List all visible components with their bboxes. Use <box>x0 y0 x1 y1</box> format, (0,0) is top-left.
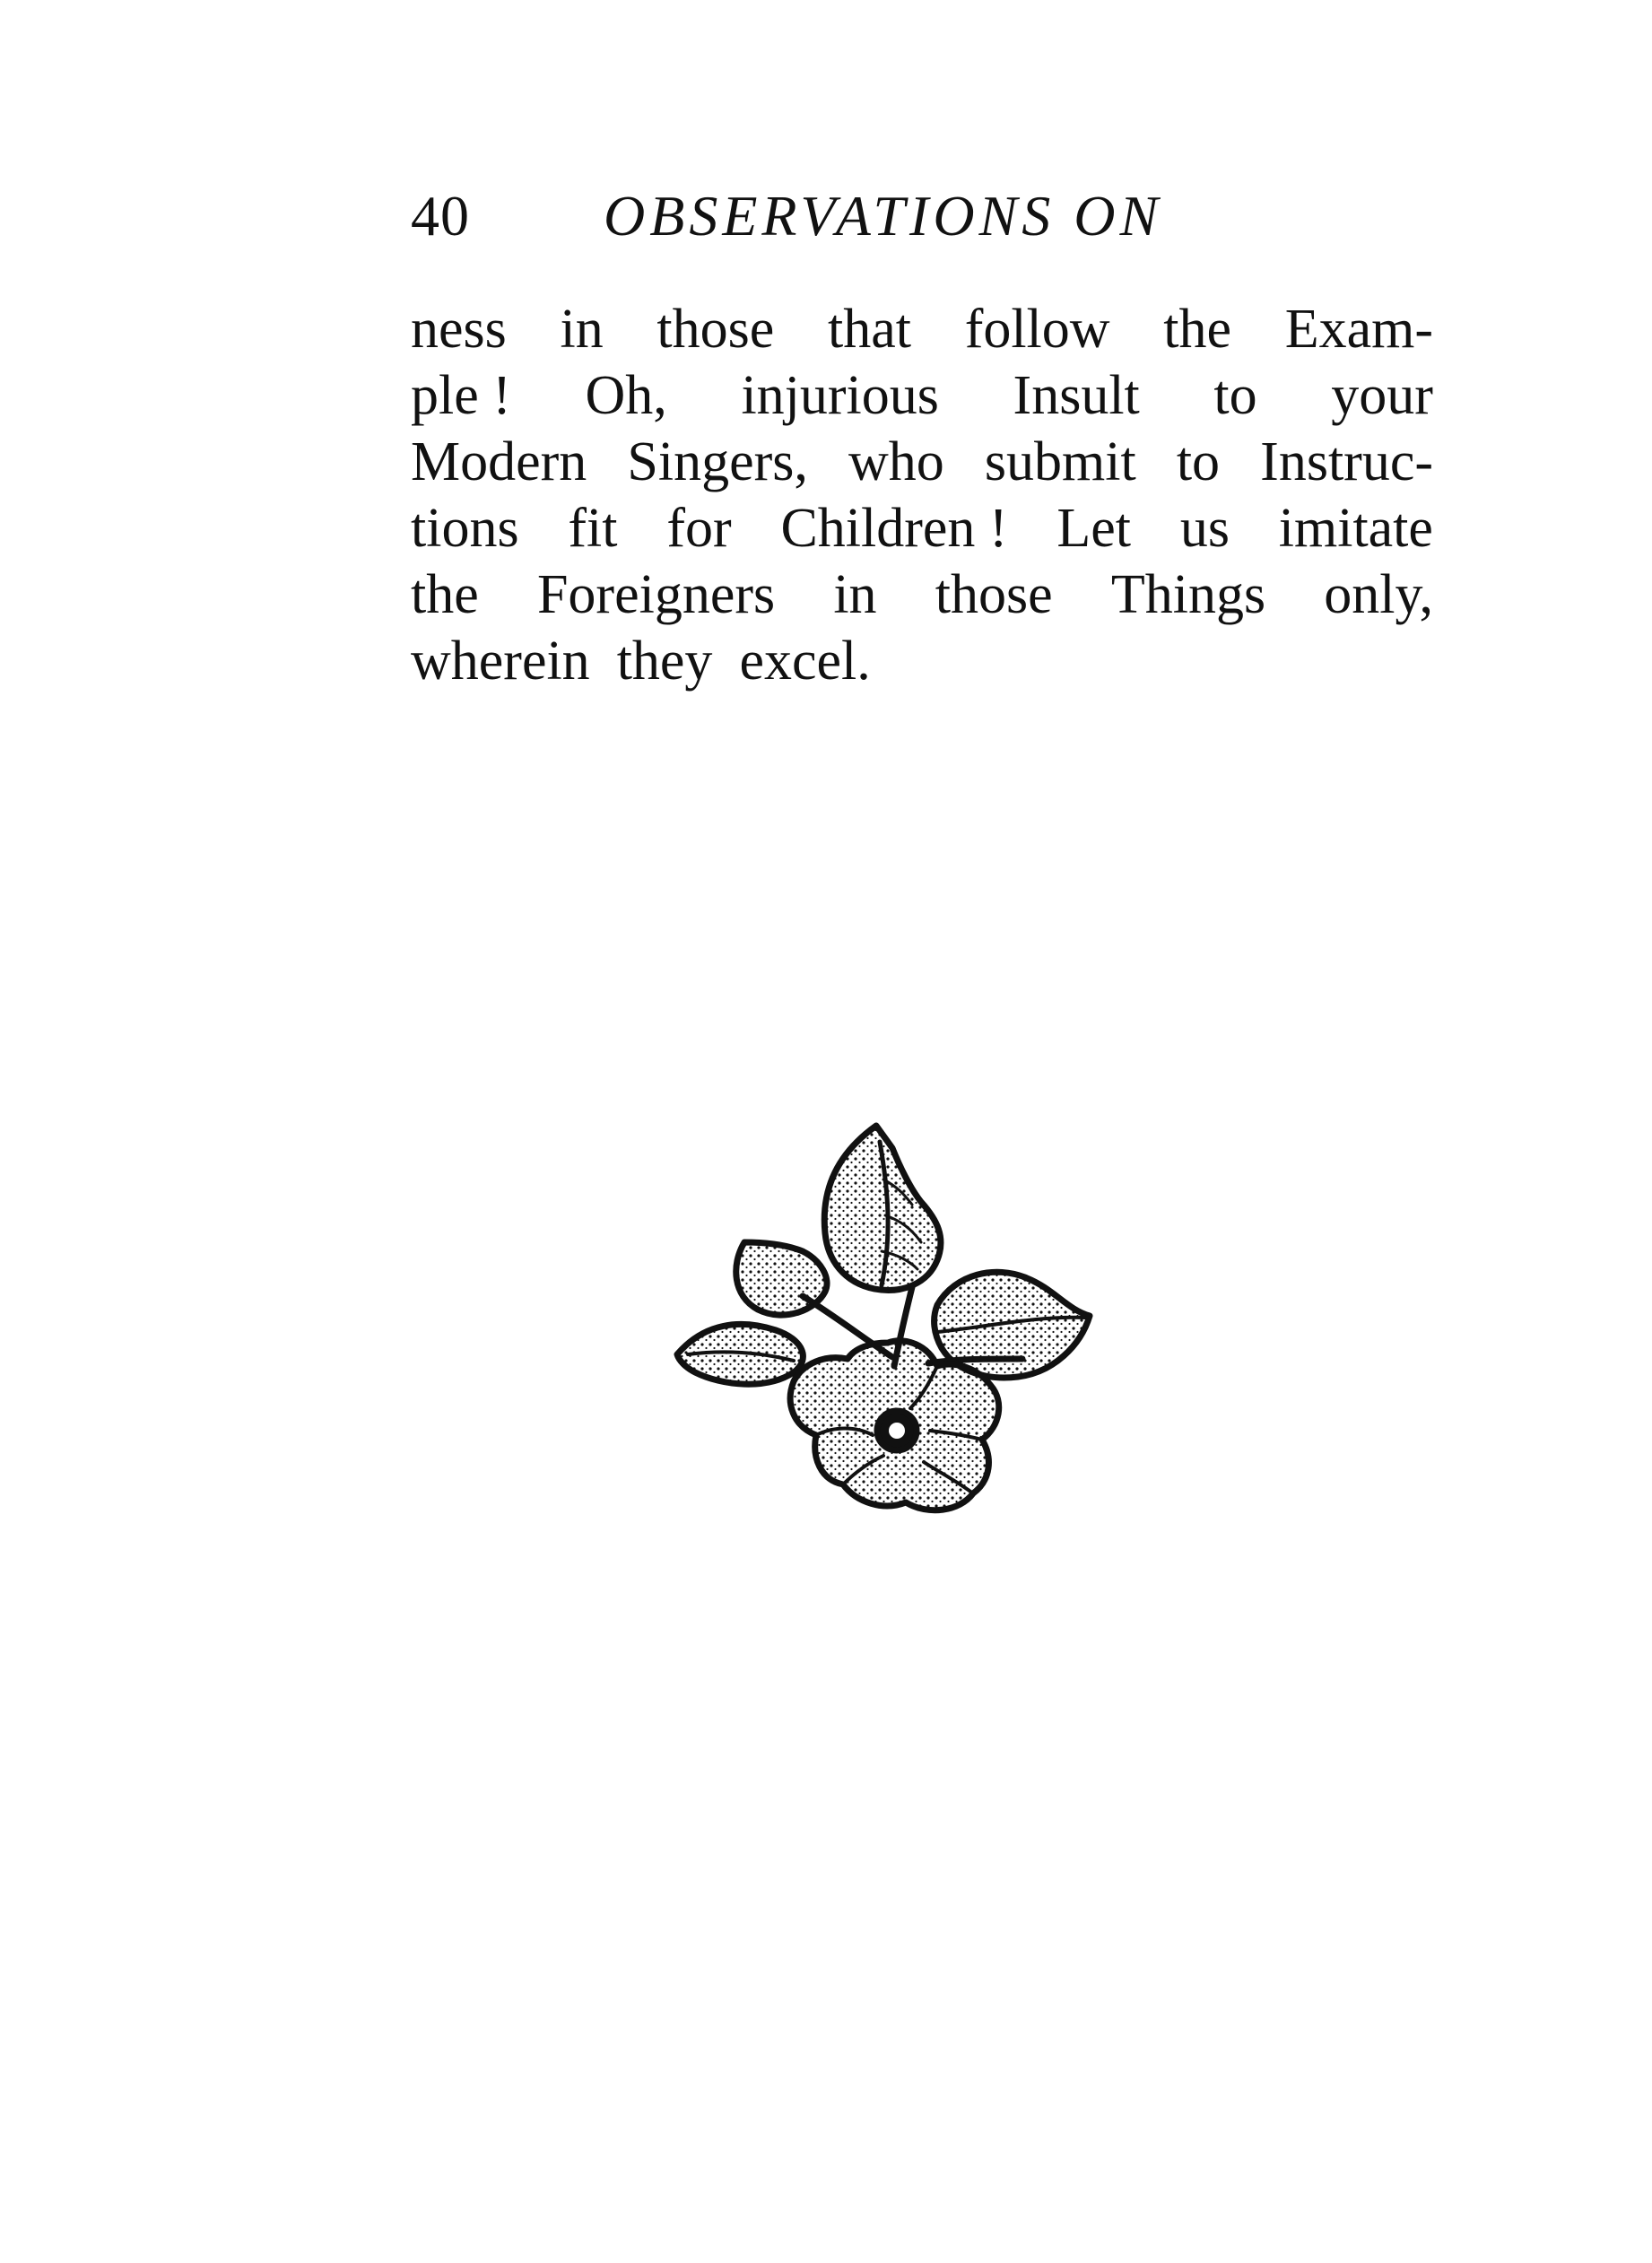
word: Modern <box>411 431 587 492</box>
word: they <box>616 631 713 692</box>
text-line <box>411 495 1433 561</box>
word: Instruc- <box>1260 431 1433 492</box>
word: us <box>1179 498 1230 559</box>
word: Let <box>1056 498 1131 559</box>
word: excel. <box>739 631 871 692</box>
text-line <box>411 362 1433 429</box>
word: wherein <box>411 631 590 692</box>
text-line <box>411 561 1433 628</box>
word: to <box>1176 431 1221 492</box>
text-line <box>411 628 1433 694</box>
word: to <box>1213 365 1257 426</box>
word: in <box>560 299 604 360</box>
word: those <box>935 564 1053 625</box>
running-title: OBSERVATIONS ON <box>604 184 1163 248</box>
word: your <box>1331 365 1433 426</box>
word: imitate <box>1278 498 1433 559</box>
text-line <box>411 296 1433 362</box>
word: follow <box>964 299 1110 360</box>
word: ness <box>411 299 507 360</box>
word: those <box>656 299 775 360</box>
word: for <box>666 498 732 559</box>
word: tions <box>411 498 519 559</box>
running-head <box>411 176 1433 257</box>
word: Foreigners <box>536 564 776 625</box>
word: ple ! <box>411 365 511 426</box>
word: the <box>1163 299 1232 360</box>
word: who <box>848 431 944 492</box>
word: the <box>411 564 479 625</box>
word: Oh, <box>585 365 667 426</box>
body-paragraph <box>411 296 1433 694</box>
word: only, <box>1324 564 1433 625</box>
word: Singers, <box>627 431 808 492</box>
word: Children ! <box>780 498 1008 559</box>
word: that <box>828 299 911 360</box>
word: Things <box>1110 564 1266 625</box>
floral-tailpiece-icon <box>668 1117 1152 1592</box>
page-number: 40 <box>411 184 470 248</box>
word: in <box>833 564 877 625</box>
word: Exam- <box>1284 299 1433 360</box>
word: submit <box>984 431 1136 492</box>
word: injurious <box>741 365 939 426</box>
word: Insult <box>1013 365 1140 426</box>
word: fit <box>568 498 618 559</box>
text-line <box>411 429 1433 495</box>
